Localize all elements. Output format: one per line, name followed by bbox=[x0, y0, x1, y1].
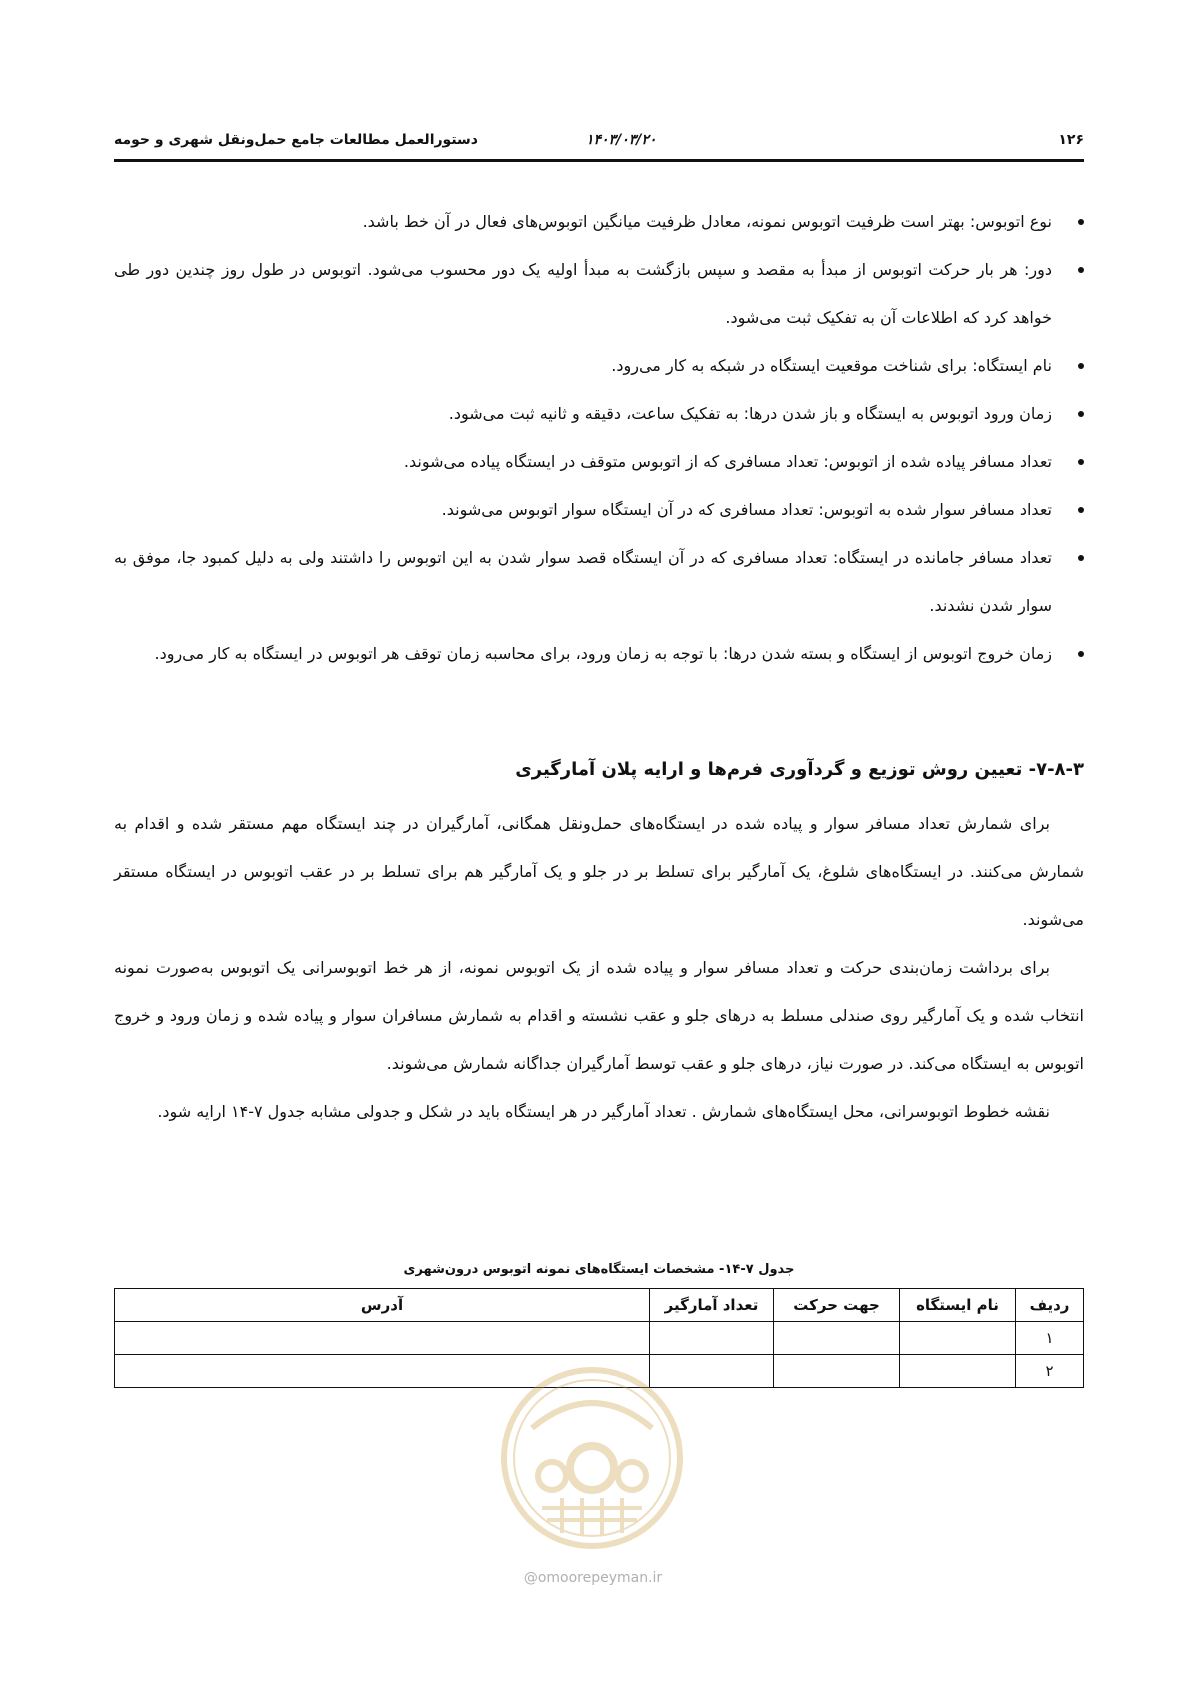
list-item bbox=[114, 438, 1084, 486]
bullet-icon bbox=[1078, 507, 1084, 513]
column-header: نام ایستگاه bbox=[900, 1289, 1016, 1322]
bullet-icon bbox=[1078, 555, 1084, 561]
paragraph-section bbox=[114, 800, 1084, 1136]
column-header: ردیف bbox=[1016, 1289, 1084, 1322]
table-caption: جدول ۷-۱۴- مشخصات ایستگاه‌های نمونه اتوبوس درون‌شهری bbox=[403, 1262, 795, 1277]
list-item-text: تعداد مسافر جامانده در ایستگاه: تعداد مسافری که در آن ایستگاه قصد سوار شدن به این اتوبوس را داشتند ولی به دلیل کمبود جا، موفق به سوار شدن نشدند. bbox=[114, 548, 1052, 615]
list-item bbox=[114, 390, 1084, 438]
list-item-text: زمان ورود اتوبوس به ایستگاه و باز شدن درها: به تفکیک ساعت، دقیقه و ثانیه ثبت می‌شود. bbox=[448, 404, 1052, 423]
header-rule bbox=[114, 159, 1084, 162]
header-date: ۱۴۰۳/۰۳/۲۰ bbox=[586, 132, 657, 148]
table-cell: ۲ bbox=[1016, 1355, 1084, 1388]
bullet-icon bbox=[1078, 411, 1084, 417]
column-header: تعداد آمارگیر bbox=[650, 1289, 774, 1322]
table-cell bbox=[900, 1355, 1016, 1388]
paragraph: برای برداشت زمان‌بندی حرکت و تعداد مسافر سوار و پیاده شده از یک اتوبوس نمونه، از هر خط اتوبوسرانی یک اتوبوس به‌صورت نمونه انتخاب شده و یک آمارگیر روی صندلی مسلط به درهای جلو و عقب نشسته و اقدام به شمارش مسافران سوار و پیاده شده و زمان ورود و خروج اتوبوس به ایستگاه می‌کند. در صورت نیاز، درهای جلو و عقب توسط آمارگیران جداگانه شمارش می‌شوند. bbox=[114, 958, 1084, 1073]
table-cell: ۱ bbox=[1016, 1322, 1084, 1355]
column-header: آدرس bbox=[115, 1289, 650, 1322]
list-item-text: نام ایستگاه: برای شناخت موقعیت ایستگاه در شبکه به کار می‌رود. bbox=[611, 356, 1052, 375]
bullet-icon bbox=[1078, 363, 1084, 369]
table-row bbox=[115, 1322, 1084, 1355]
table-cell bbox=[774, 1355, 900, 1388]
paragraph: برای شمارش تعداد مسافر سوار و پیاده شده در ایستگاه‌های حمل‌ونقل همگانی، آمارگیران در چند ایستگاه مهم مستقر شده و اقدام به شمارش می‌کنند. در ایستگاه‌های شلوغ، یک آمارگیر برای تسلط بر در جلو و یک آمارگیر هم برای تسلط بر در عقب اتوبوس در ایستگاه مستقر می‌شوند. bbox=[114, 814, 1084, 929]
list-item-text: تعداد مسافر سوار شده به اتوبوس: تعداد مسافری که در آن ایستگاه سوار اتوبوس می‌شوند. bbox=[441, 500, 1052, 519]
list-item-text: زمان خروج اتوبوس از ایستگاه و بسته شدن درها: با توجه به زمان ورود، برای محاسبه زمان توقف هر اتوبوس در ایستگاه به کار می‌رود. bbox=[154, 644, 1052, 663]
bullet-section bbox=[114, 198, 1084, 678]
document-title: دستورالعمل مطالعات جامع حمل‌ونقل شهری و حومه bbox=[114, 132, 478, 148]
bullet-icon bbox=[1078, 459, 1084, 465]
table-cell bbox=[900, 1322, 1016, 1355]
table-cell bbox=[115, 1322, 650, 1355]
list-item-text: دور: هر بار حرکت اتوبوس از مبدأ به مقصد و سپس بازگشت به مبدأ اولیه یک دور محسوب می‌شود. اتوبوس در طول روز چندین دور طی خواهد کرد که اطلاعات آن به تفکیک ثبت می‌شود. bbox=[114, 260, 1052, 327]
list-item bbox=[114, 534, 1084, 630]
section-heading: ۷-۸-۳- تعیین روش توزیع و گردآوری فرم‌ها و ارایه پلان آمارگیری bbox=[515, 759, 1084, 780]
list-item bbox=[114, 342, 1084, 390]
table-cell bbox=[650, 1322, 774, 1355]
watermark-url: @omoorepeyman.ir bbox=[523, 1570, 663, 1586]
table-header-row bbox=[115, 1289, 1084, 1322]
list-item bbox=[114, 486, 1084, 534]
page-number: ۱۲۶ bbox=[1058, 132, 1084, 148]
bullet-icon bbox=[1078, 219, 1084, 225]
column-header: جهت حرکت bbox=[774, 1289, 900, 1322]
page-header bbox=[114, 128, 1084, 162]
table-cell bbox=[774, 1322, 900, 1355]
watermark-logo-icon bbox=[492, 1358, 692, 1558]
paragraph: نقشه خطوط اتوبوسرانی، محل ایستگاه‌های شمارش . تعداد آمارگیر در هر ایستگاه باید در شکل و جدولی مشابه جدول ۷-۱۴ ارایه شود. bbox=[157, 1102, 1050, 1121]
bullet-list bbox=[114, 198, 1084, 678]
list-item-text: تعداد مسافر پیاده شده از اتوبوس: تعداد مسافری که از اتوبوس متوقف در ایستگاه پیاده می‌شوند. bbox=[403, 452, 1052, 471]
list-item bbox=[114, 246, 1084, 342]
list-item-text: نوع اتوبوس: بهتر است ظرفیت اتوبوس نمونه، معادل ظرفیت میانگین اتوبوس‌های فعال در آن خط باشد. bbox=[362, 212, 1052, 231]
list-item bbox=[114, 198, 1084, 246]
bullet-icon bbox=[1078, 267, 1084, 273]
list-item bbox=[114, 630, 1084, 678]
bullet-icon bbox=[1078, 651, 1084, 657]
